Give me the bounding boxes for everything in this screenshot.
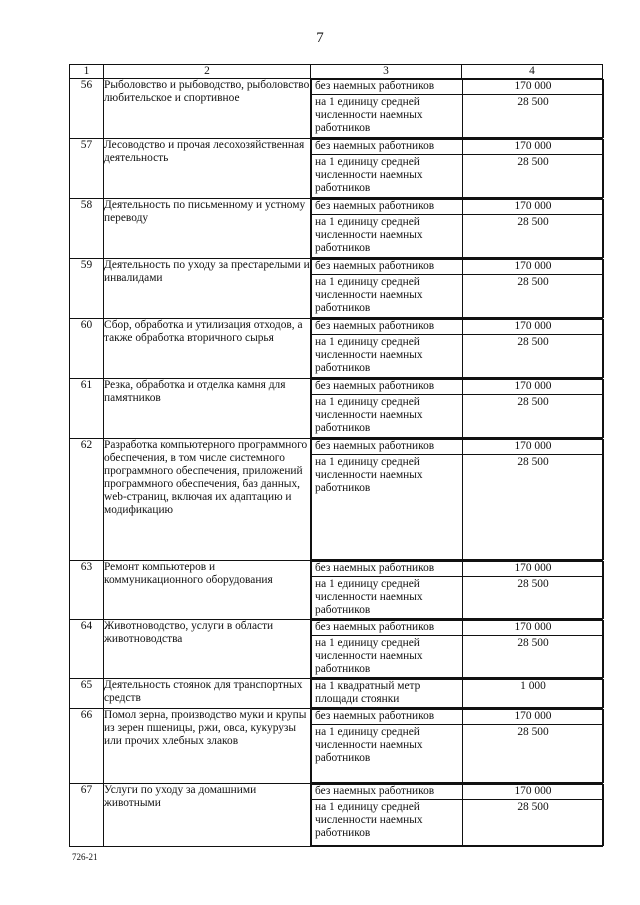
rate-basis: на 1 единицу средней численности наемных работников — [312, 725, 463, 783]
rate-basis: на 1 единицу средней численности наемных работников — [312, 155, 463, 198]
rate-value: 28 500 — [463, 577, 604, 619]
table-row — [70, 79, 603, 139]
rate-line — [312, 155, 604, 198]
rate-basis: без наемных работников — [312, 621, 463, 636]
rate-cell — [311, 439, 603, 561]
rate-value: 170 000 — [463, 140, 604, 155]
rate-line — [312, 260, 604, 275]
activity-name: Рыболовство и рыбоводство, рыболовство любительское и спортивное — [104, 79, 311, 139]
rate-cell — [311, 709, 603, 784]
rate-line — [312, 215, 604, 258]
rate-value: 28 500 — [463, 395, 604, 438]
rate-line — [312, 455, 604, 560]
rate-value: 170 000 — [463, 562, 604, 577]
table-row — [70, 319, 603, 379]
rate-cell — [311, 79, 603, 139]
column-header: 4 — [462, 65, 603, 79]
activity-name: Помол зерна, производство муки и крупы из зерен пшеницы, ржи, овса, кукурузы или прочих хлебных злаков — [104, 709, 311, 784]
rate-basis: на 1 единицу средней численности наемных работников — [312, 455, 463, 560]
rate-basis: на 1 единицу средней численности наемных работников — [312, 636, 463, 678]
row-number: 62 — [70, 439, 104, 561]
rate-line — [312, 577, 604, 619]
activity-name: Разработка компьютерного программного обеспечения, в том числе системного программного обеспечения, приложений программного обеспечения, баз данных, web-страниц, включая их адаптацию и модификацию — [104, 439, 311, 561]
rate-line — [312, 95, 604, 138]
rate-value: 28 500 — [463, 636, 604, 678]
rate-cell — [311, 679, 603, 709]
row-number: 61 — [70, 379, 104, 439]
rate-value: 170 000 — [463, 80, 604, 95]
rate-basis: без наемных работников — [312, 80, 463, 95]
row-number: 59 — [70, 259, 104, 319]
rate-basis: без наемных работников — [312, 710, 463, 725]
table-row — [70, 259, 603, 319]
row-number: 66 — [70, 709, 104, 784]
rate-basis: без наемных работников — [312, 785, 463, 800]
rate-basis: без наемных работников — [312, 562, 463, 577]
rate-basis: на 1 единицу средней численности наемных работников — [312, 335, 463, 378]
table-row — [70, 439, 603, 561]
rate-line — [312, 725, 604, 783]
rate-value: 28 500 — [463, 95, 604, 138]
rate-value: 170 000 — [463, 785, 604, 800]
table-header-row — [70, 65, 603, 79]
rate-basis: без наемных работников — [312, 440, 463, 455]
rate-value: 28 500 — [463, 335, 604, 378]
activity-name: Животноводство, услуги в области животноводства — [104, 620, 311, 679]
rate-cell — [311, 784, 603, 847]
rate-value: 28 500 — [463, 455, 604, 560]
rate-basis: на 1 единицу средней численности наемных работников — [312, 95, 463, 138]
rate-value: 28 500 — [463, 275, 604, 318]
rate-value: 170 000 — [463, 380, 604, 395]
table-row — [70, 199, 603, 259]
row-number: 65 — [70, 679, 104, 709]
rate-cell — [311, 379, 603, 439]
rate-basis: на 1 единицу средней численности наемных работников — [312, 215, 463, 258]
activity-name: Услуги по уходу за домашними животными — [104, 784, 311, 847]
table-row — [70, 379, 603, 439]
rate-line — [312, 140, 604, 155]
rate-value: 170 000 — [463, 621, 604, 636]
rate-cell — [311, 259, 603, 319]
activity-name: Деятельность по уходу за престарелыми и инвалидами — [104, 259, 311, 319]
rate-line — [312, 785, 604, 800]
rate-line — [312, 562, 604, 577]
table-row — [70, 784, 603, 847]
rate-value: 1 000 — [463, 680, 604, 708]
row-number: 64 — [70, 620, 104, 679]
rate-basis: без наемных работников — [312, 320, 463, 335]
rate-value: 170 000 — [463, 440, 604, 455]
document-code: 726-21 — [72, 852, 98, 862]
rate-basis: на 1 единицу средней численности наемных работников — [312, 800, 463, 846]
column-header: 3 — [311, 65, 462, 79]
rate-basis: без наемных работников — [312, 380, 463, 395]
rate-value: 28 500 — [463, 725, 604, 783]
activity-name: Деятельность стоянок для транспортных средств — [104, 679, 311, 709]
rate-line — [312, 680, 604, 708]
rate-cell — [311, 561, 603, 620]
row-number: 63 — [70, 561, 104, 620]
rate-value: 170 000 — [463, 260, 604, 275]
activity-name: Сбор, обработка и утилизация отходов, а также обработка вторичного сырья — [104, 319, 311, 379]
rate-value: 28 500 — [463, 155, 604, 198]
rate-cell — [311, 319, 603, 379]
table-row — [70, 709, 603, 784]
rate-line — [312, 395, 604, 438]
rate-basis: на 1 единицу средней численности наемных работников — [312, 577, 463, 619]
column-header: 2 — [104, 65, 311, 79]
rate-basis: на 1 квадратный метр площади стоянки — [312, 680, 463, 708]
row-number: 57 — [70, 139, 104, 199]
page-number: 7 — [316, 30, 324, 46]
rate-line — [312, 380, 604, 395]
rate-line — [312, 621, 604, 636]
row-number: 60 — [70, 319, 104, 379]
table-row — [70, 139, 603, 199]
rate-cell — [311, 199, 603, 259]
activity-name: Лесоводство и прочая лесохозяйственная деятельность — [104, 139, 311, 199]
row-number: 67 — [70, 784, 104, 847]
row-number: 58 — [70, 199, 104, 259]
rate-line — [312, 440, 604, 455]
rate-basis: на 1 единицу средней численности наемных работников — [312, 395, 463, 438]
rate-basis: на 1 единицу средней численности наемных работников — [312, 275, 463, 318]
table-row — [70, 561, 603, 620]
rate-basis: без наемных работников — [312, 200, 463, 215]
rate-line — [312, 275, 604, 318]
activity-name: Ремонт компьютеров и коммуникационного оборудования — [104, 561, 311, 620]
rate-line — [312, 800, 604, 846]
rate-value: 28 500 — [463, 800, 604, 846]
rate-line — [312, 80, 604, 95]
rate-value: 28 500 — [463, 215, 604, 258]
rate-value: 170 000 — [463, 200, 604, 215]
activity-name: Резка, обработка и отделка камня для памятников — [104, 379, 311, 439]
rate-line — [312, 335, 604, 378]
row-number: 56 — [70, 79, 104, 139]
rate-value: 170 000 — [463, 320, 604, 335]
rate-basis: без наемных работников — [312, 260, 463, 275]
rate-basis: без наемных работников — [312, 140, 463, 155]
rate-value: 170 000 — [463, 710, 604, 725]
table-row — [70, 679, 603, 709]
rate-line — [312, 710, 604, 725]
rate-cell — [311, 620, 603, 679]
tariff-table — [69, 64, 603, 847]
table-row — [70, 620, 603, 679]
activity-name: Деятельность по письменному и устному переводу — [104, 199, 311, 259]
rate-line — [312, 636, 604, 678]
rate-cell — [311, 139, 603, 199]
rate-line — [312, 200, 604, 215]
column-header: 1 — [70, 65, 104, 79]
rate-line — [312, 320, 604, 335]
